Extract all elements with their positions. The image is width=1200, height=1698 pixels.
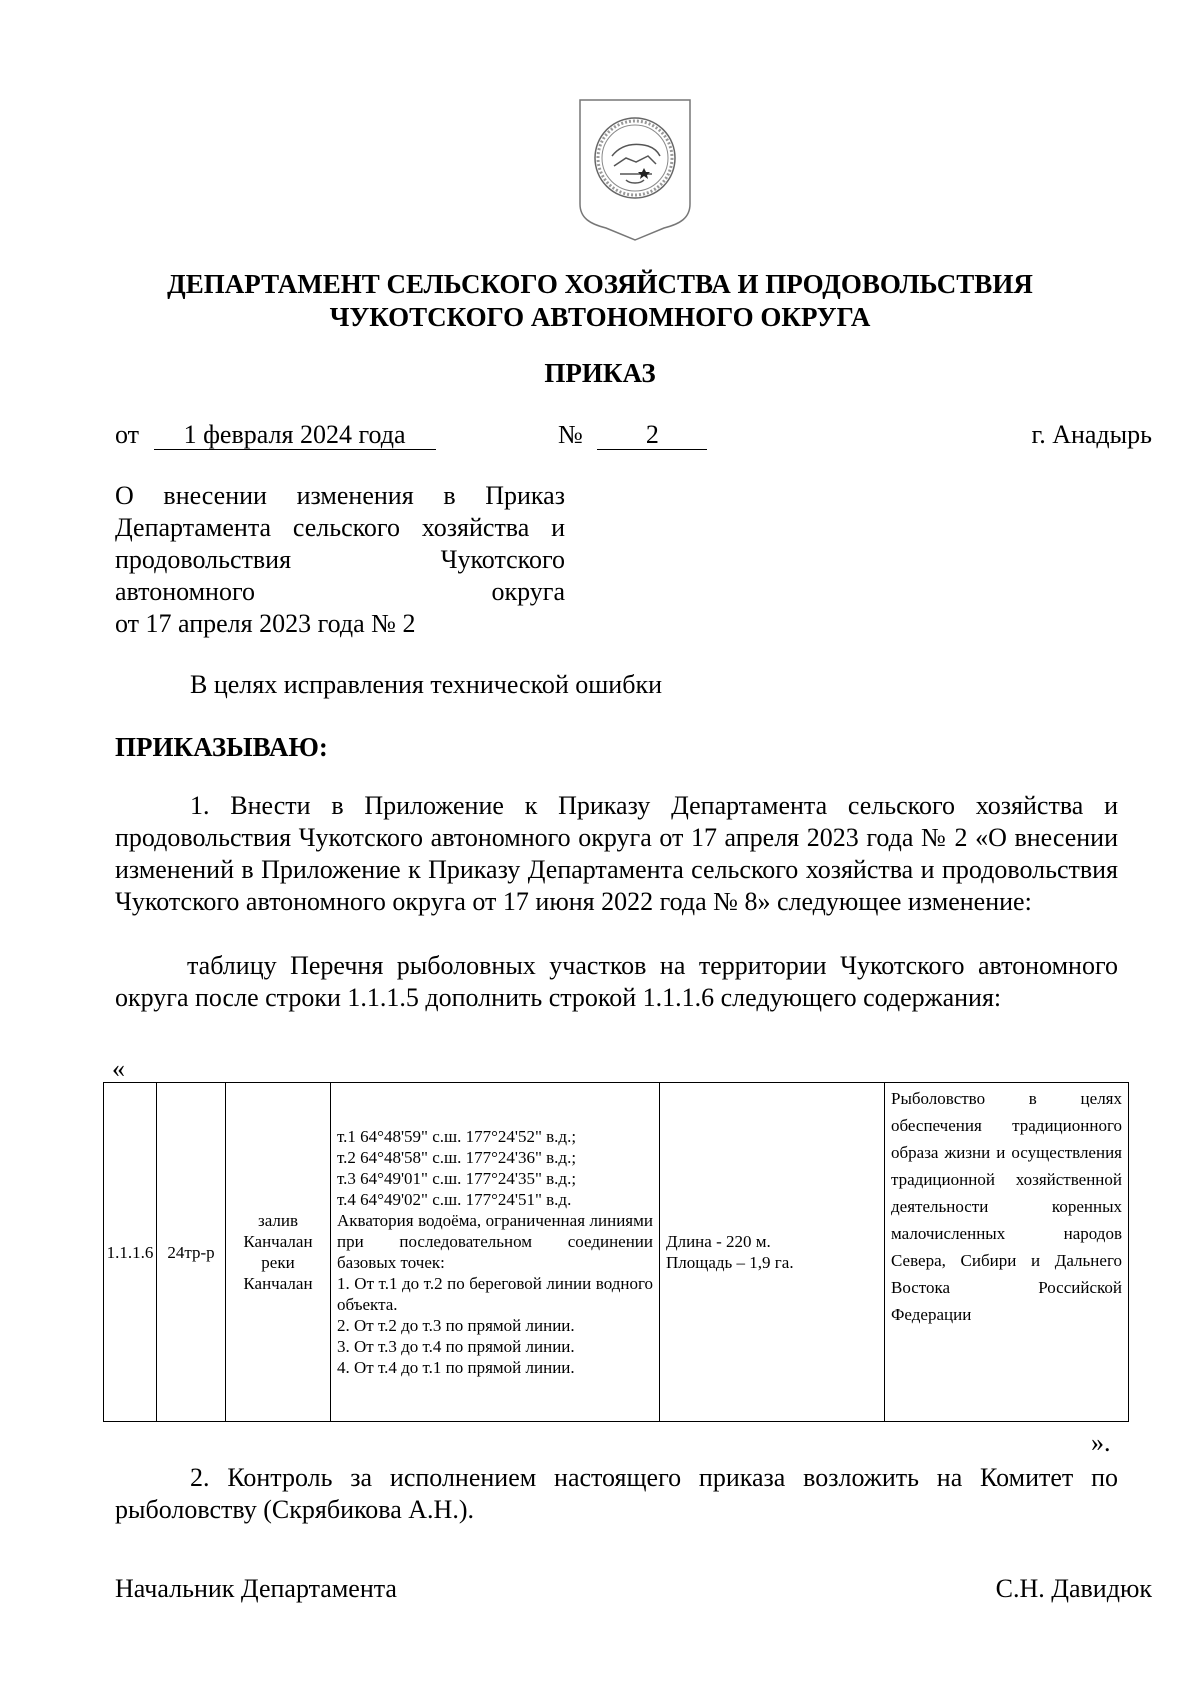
cell-code: 24тр-р — [157, 1083, 226, 1422]
signatory-name: С.Н. Давидюк — [995, 1574, 1152, 1603]
subject-line: О внесении изменения в Приказ — [115, 481, 565, 510]
order-purpose: В целях исправления технической ошибки — [190, 670, 662, 699]
date-prefix: от — [115, 420, 140, 449]
boundary-step: 3. От т.3 до т.4 по прямой линии. — [337, 1337, 575, 1356]
order-place: г. Анадырь — [1031, 420, 1152, 449]
coord-line: т.2 64°48'58" с.ш. 177°24'36" в.д.; — [337, 1148, 577, 1167]
paragraph-1b — [115, 950, 1118, 1014]
cell-boundaries — [331, 1083, 660, 1422]
cell-name: залив Канчалан реки Канчалан — [226, 1083, 331, 1422]
date-field — [115, 418, 436, 452]
quote-close: ». — [1091, 1428, 1111, 1457]
cell-number: 1.1.1.6 — [104, 1083, 157, 1422]
document-type: ПРИКАЗ — [544, 358, 656, 388]
coat-of-arms-emblem — [576, 96, 694, 244]
boundary-step: 2. От т.2 до т.3 по прямой линии. — [337, 1316, 575, 1335]
site-area: Площадь – 1,9 га. — [666, 1253, 794, 1272]
paragraph-2 — [115, 1462, 1118, 1526]
cell-size — [660, 1083, 885, 1422]
subject-line: Департамента сельского хозяйства и — [115, 513, 565, 542]
number-sign: № — [558, 420, 583, 449]
department-name — [0, 268, 1200, 334]
cell-purpose: Рыболовство в целях обеспечения традиционного образа жизни и осуществления традиционной хозяйственной деятельности коренных малочисленных народов Севера, Сибири и Дальнего Востока Российской Федерации — [885, 1083, 1129, 1422]
coord-line: т.1 64°48'59" с.ш. 177°24'52" в.д.; — [337, 1127, 577, 1146]
fishing-site-table — [103, 1082, 1129, 1422]
signatory-position: Начальник Департамента — [115, 1574, 397, 1603]
coord-line: т.3 64°49'01" с.ш. 177°24'35" в.д.; — [337, 1169, 577, 1188]
area-description: Акватория водоёма, ограниченная линиями при последовательном соединении базовых точек: — [337, 1211, 653, 1272]
paragraph-1b-text: таблицу Перечня рыболовных участков на территории Чукотского автономного округа после строки 1.1.1.5 дополнить строкой 1.1.1.6 следующего содержания: — [115, 951, 1118, 1012]
subject-line: автономного округа — [115, 577, 565, 606]
order-number: 2 — [597, 421, 707, 450]
paragraph-1 — [115, 790, 1118, 918]
boundary-step: 4. От т.4 до т.1 по прямой линии. — [337, 1358, 575, 1377]
paragraph-2-text: 2. Контроль за исполнением настоящего приказа возложить на Комитет по рыболовству (Скрябикова А.Н.). — [115, 1463, 1118, 1524]
quote-open: « — [112, 1054, 125, 1083]
boundary-step: 1. От т.1 до т.2 по береговой линии водного объекта. — [337, 1274, 653, 1314]
site-length: Длина - 220 м. — [666, 1232, 771, 1251]
coord-line: т.4 64°49'02" с.ш. 177°24'51" в.д. — [337, 1190, 572, 1209]
department-line-2: ЧУКОТСКОГО АВТОНОМНОГО ОКРУГА — [329, 302, 871, 332]
table-row — [104, 1083, 1129, 1422]
paragraph-1-text: 1. Внести в Приложение к Приказу Департамента сельского хозяйства и продовольствия Чукотского автономного округа от 17 апреля 2023 года № 2 «О внесении изменений в Приложение к Приказу Департамента сельского хозяйства и продовольствия Чукотского автономного округа от 17 июня 2022 года № 8» следующее изменение: — [115, 791, 1118, 916]
subject-line: продовольствия Чукотского — [115, 545, 565, 574]
number-field — [558, 418, 707, 452]
order-date: 1 февраля 2024 года — [154, 421, 436, 450]
subject-line: от 17 апреля 2023 года № 2 — [115, 609, 416, 638]
order-subject — [115, 480, 565, 640]
department-line-1: ДЕПАРТАМЕНТ СЕЛЬСКОГО ХОЗЯЙСТВА И ПРОДОВОЛЬСТВИЯ — [167, 269, 1033, 299]
orders-heading: ПРИКАЗЫВАЮ: — [115, 732, 328, 762]
